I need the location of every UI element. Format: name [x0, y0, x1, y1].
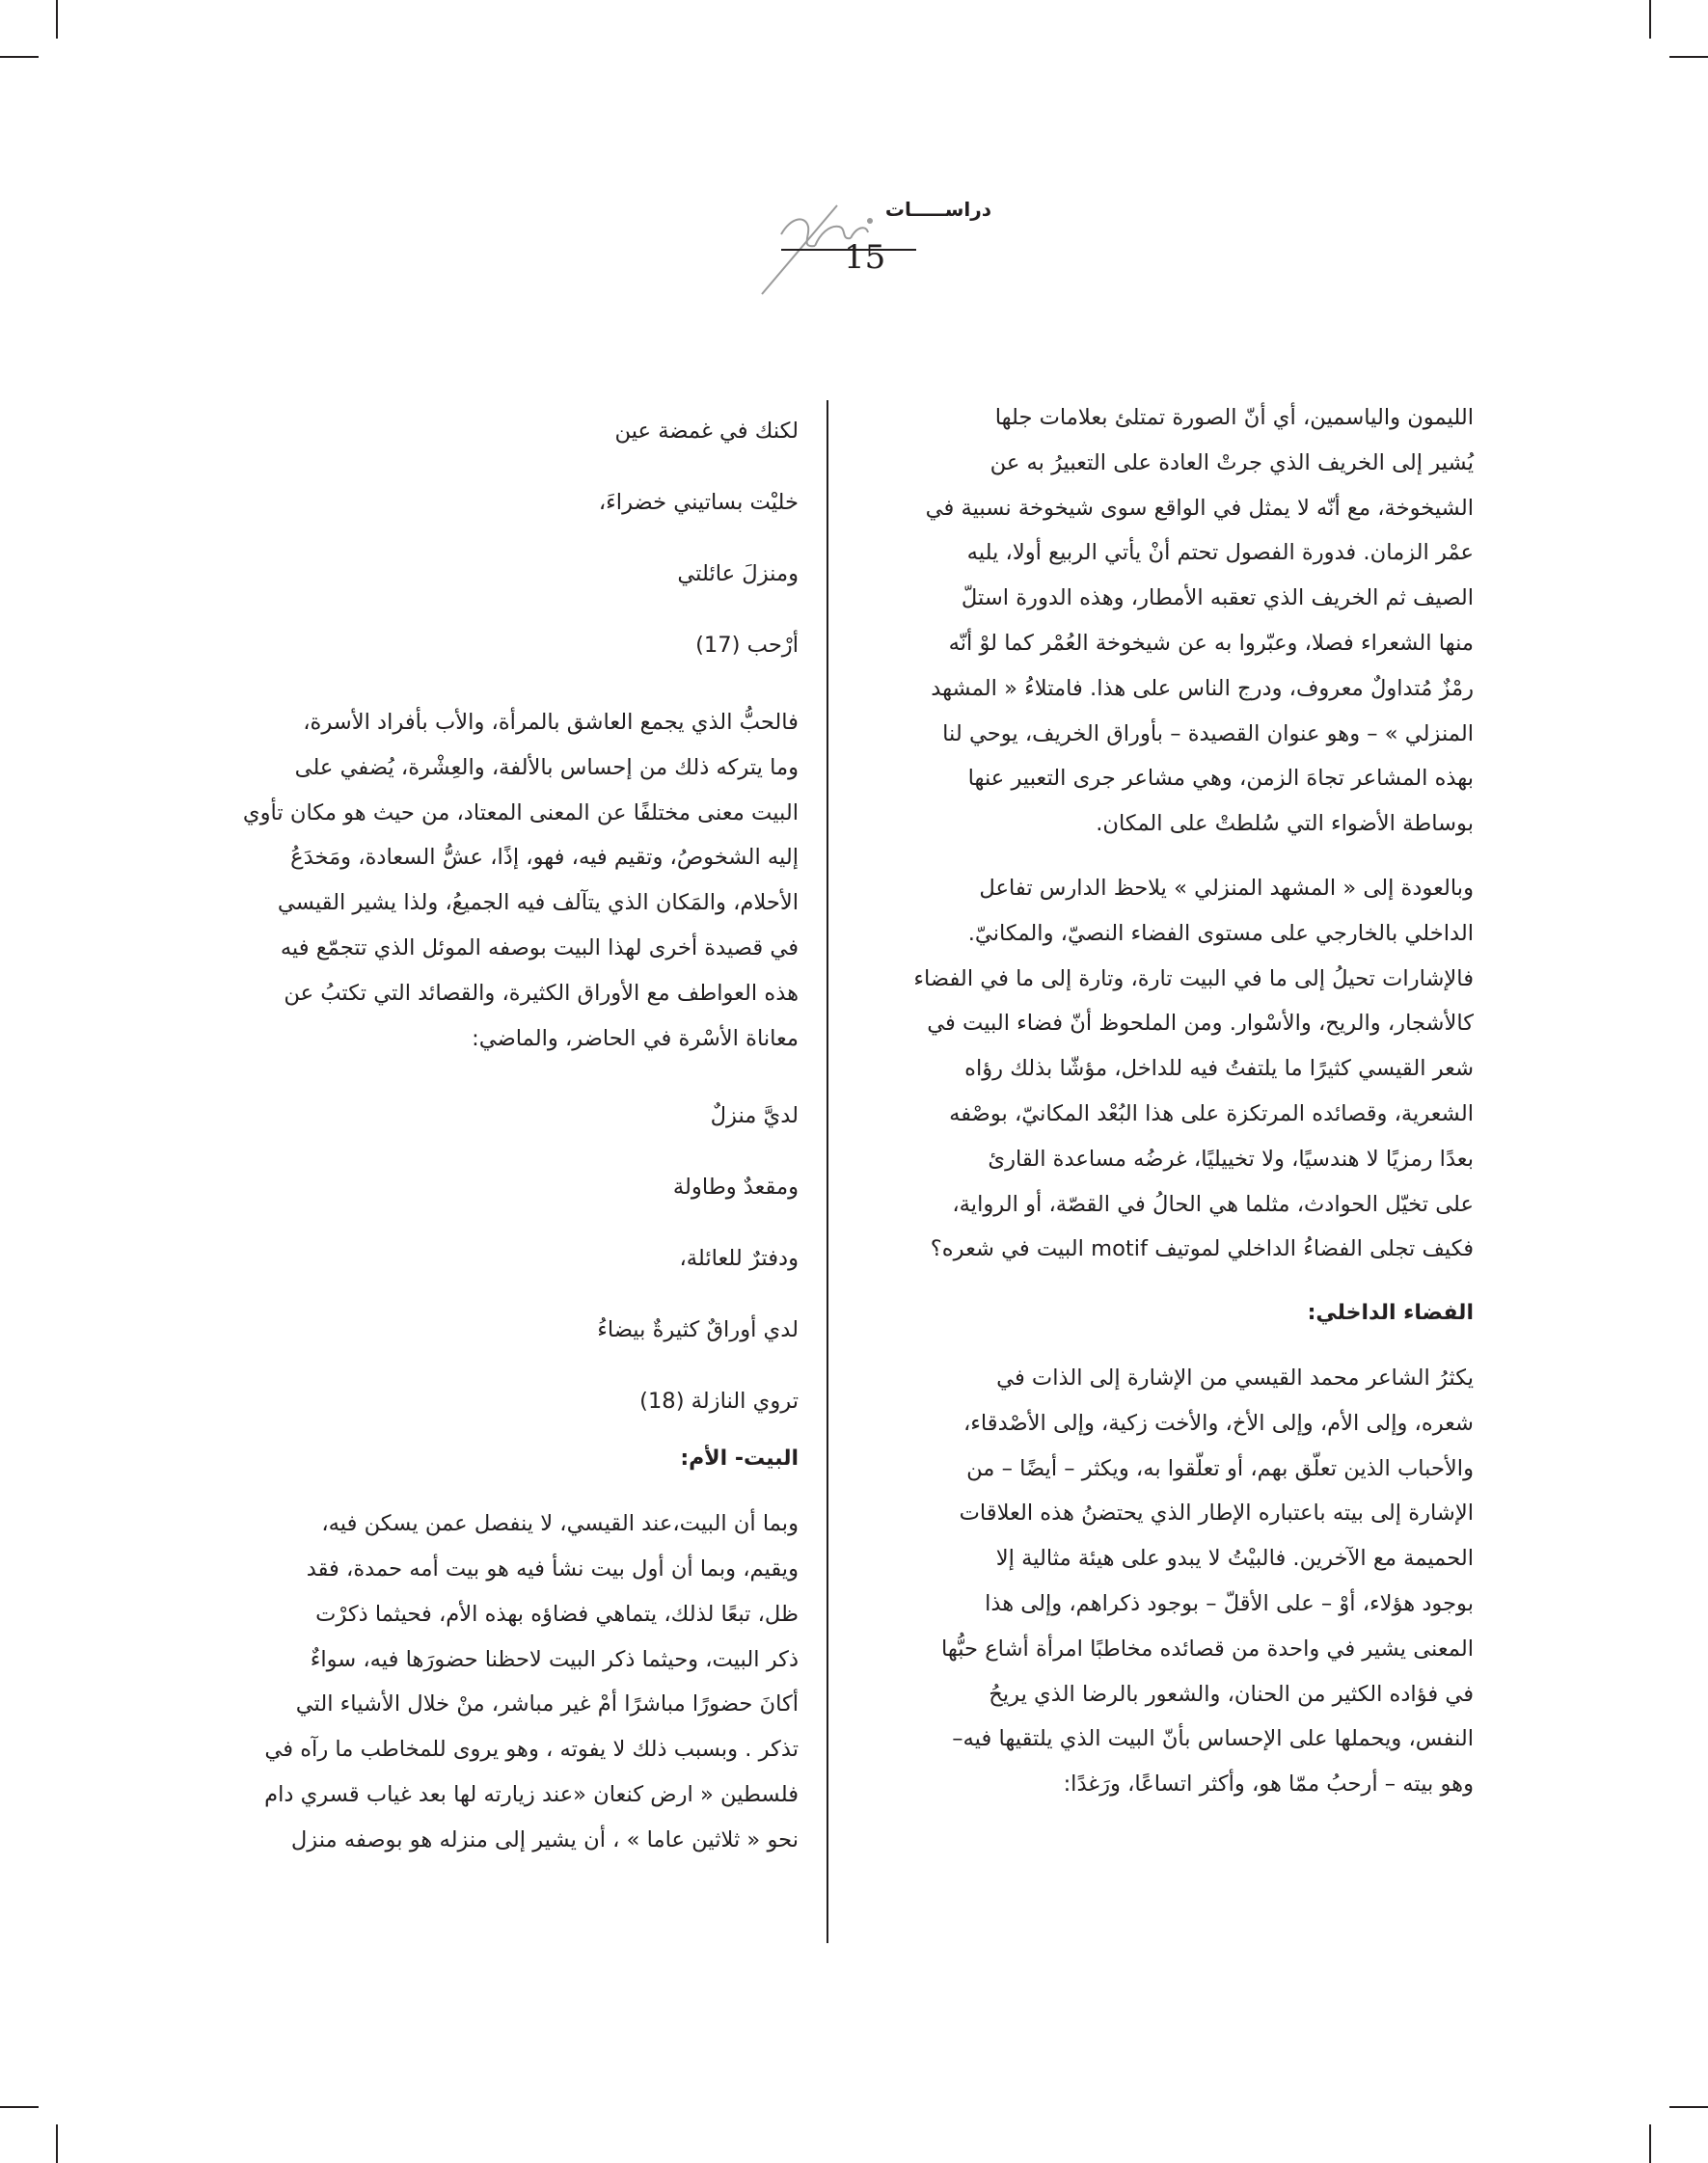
- left-paragraph-2: [231, 1501, 799, 1862]
- text-line: على تخيّل الحوادث، مثلما هي الحالُ في القصّة، أو الرواية،: [952, 1191, 1474, 1217]
- text-line: فلسطين « ارض كنعان «عند زيارته لها بعد غياب قسري دام: [264, 1781, 799, 1807]
- spacer: [231, 1061, 799, 1080]
- text-line: الداخلي بالخارجي على مستوى الفضاء النصيّ، والمكانيّ.: [967, 920, 1474, 946]
- spacer: [231, 1482, 799, 1501]
- text-line: عمْر الزمان. فدورة الفصول تحتم أنْ يأتي الربيع أولا، يليه: [966, 540, 1474, 566]
- text-line: والأحباب الذين تعلّق بهم، أو تعلّقوا به، ويكثر – أيضًا – من: [966, 1455, 1474, 1481]
- text-line: ويقيم، وبما أن أول بيت نشأ فيه هو بيت أمه حمدة، فقد: [306, 1555, 799, 1582]
- text-line: بوجود هؤلاء، أوْ – على الأقلّ – بوجود ذكراهم، وإلى هذا: [985, 1590, 1474, 1616]
- text-line: وبما أن البيت،عند القيسي، لا ينفصل عمن يسكن فيه،: [321, 1511, 799, 1537]
- text-line: البيت معنى مختلفًا عن المعنى المعتاد، من حيث هو مكان تأوي: [242, 799, 799, 825]
- page-number: 15: [844, 238, 886, 277]
- column-divider: [827, 400, 828, 1943]
- section-label: دراســـــات: [884, 198, 991, 221]
- section-heading: الفضاء الداخلي:: [1307, 1301, 1474, 1326]
- verse-line: لديَّ منزلٌ: [710, 1103, 799, 1129]
- poem-excerpt-2: [231, 1080, 799, 1437]
- text-line: هذه العواطف مع الأوراق الكثيرة، والقصائد التي تكتبُ عن: [284, 980, 799, 1006]
- text-line: وهو بيته – أرحبُ ممّا هو، وأكثر اتساعًا، ورَغدًا:: [1063, 1771, 1474, 1798]
- text-line: ذكر البيت، وحيثما ذكر البيت لاحظنا حضورَها فيه، سواءٌ: [310, 1646, 799, 1672]
- spacer: [858, 847, 1474, 866]
- text-line: فكيف تجلى الفضاءُ الداخلي لموتيف motif البيت في شعره؟: [930, 1236, 1474, 1262]
- left-paragraph-1: [231, 700, 799, 1061]
- verse-line: ودفترٌ للعائلة،: [679, 1246, 799, 1272]
- text-line: الإشارة إلى بيته باعتباره الإطار الذي يحتضنُ هذه العلاقات: [959, 1501, 1474, 1527]
- text-line: الحميمة مع الآخرين. فالبيْتُ لا يبدو على هيئة مثالية إلا: [995, 1546, 1474, 1572]
- page-header: [723, 198, 1003, 294]
- text-line: وبالعودة إلى « المشهد المنزلي » يلاحظ الدارس تفاعل: [979, 875, 1474, 901]
- crop-mark-bottom-left-h: [0, 2106, 39, 2108]
- text-line: كالأشجار، والريح، والأسْوار. ومن الملحوظ أنّ فضاء البيت في: [927, 1011, 1474, 1037]
- verse-line: لكنك في غمضة عين: [614, 419, 799, 444]
- right-column: [858, 395, 1474, 1807]
- left-column: [231, 395, 799, 1863]
- crop-mark-bottom-left-v: [56, 2124, 58, 2163]
- text-line: فالحبُّ الذي يجمع العاشق بالمرأة، والأب بأفراد الأسرة،: [303, 710, 799, 735]
- text-line: يُشير إلى الخريف الذي جرتْ العادة على التعبيرُ به عن: [990, 449, 1474, 475]
- text-line: وما يتركه ذلك من إحساس بالألفة، والعِشْرة، يُضفي على: [294, 754, 799, 780]
- verse-line: ومقعدٌ وطاولة: [672, 1175, 799, 1201]
- crop-mark-top-left-v: [56, 0, 58, 39]
- text-line: الصيف ثم الخريف الذي تعقبه الأمطار، وهذه الدورة استلّ: [961, 585, 1474, 611]
- verse-line: ومنزلَ عائلتي: [677, 561, 799, 586]
- text-line: المنزلي » – وهو عنوان القصيدة – بأوراق الخريف، يوحي لنا: [942, 720, 1474, 746]
- verse-line: خليْت بساتيني خضراءَ،: [598, 490, 799, 515]
- right-paragraph-1: [858, 395, 1474, 847]
- text-line: منها الشعراء فصلا، وعبّروا به عن شيخوخة العُمْر كما لوْ أنّه: [948, 630, 1474, 656]
- text-line: بعدًا رمزيًا لا هندسيًا، ولا تخييليًا، غرضُه مساعدة القارئ: [988, 1146, 1474, 1172]
- text-line: شعره، وإلى الأم، وإلى الأخ، والأخت زكية، وإلى الأصْدقاء،: [962, 1410, 1474, 1436]
- text-line: شعر القيسي كثيرًا ما يلتفتُ فيه للداخل، مؤشّا بذلك رؤاه: [964, 1056, 1474, 1082]
- text-line: رمْزٌ مُتداولٌ معروف، ودرج الناس على هذا. فامتلاءُ « المشهد: [931, 675, 1474, 701]
- verse-line: أرْحب (17): [695, 633, 799, 658]
- text-line: ظل، تبعًا لذلك، يتماهي فضاؤه بهذه الأم، فحيثما ذكرْت: [315, 1601, 799, 1627]
- verse-line: تروي النازلة (18): [639, 1389, 799, 1415]
- crop-mark-top-left-h: [0, 56, 39, 58]
- text-line: الشيخوخة، مع أنّه لا يمثل في الواقع سوى شيخوخة نسبية في: [925, 495, 1474, 521]
- spacer: [858, 1337, 1474, 1356]
- verse-line: لدي أوراقٌ كثيرةٌ بيضاءُ: [597, 1317, 799, 1343]
- text-line: المعنى يشير في واحدة من قصائده مخاطبًا امرأة أشاع حبُّها: [940, 1636, 1474, 1662]
- text-line: في قصيدة أخرى لهذا البيت بوصفه الموئل الذي تتجمّع فيه: [280, 934, 799, 960]
- text-line: فالإشارات تحيلُ إلى ما في البيت تارة، وتارة إلى ما في الفضاء: [913, 965, 1474, 991]
- text-line: إليه الشخوصُ، وتقيم فيه، فهو، إذًا، عشُّ السعادة، ومَخدَعُ: [290, 845, 799, 871]
- text-line: الشعرية، وقصائده المرتكزة على هذا البُعْد المكانيّ، بوصْفه: [949, 1100, 1474, 1126]
- text-line: في فؤاده الكثير من الحنان، والشعور بالرضا الذي يريحُ: [989, 1681, 1474, 1707]
- text-line: النفس، ويحملها على الإحساس بأنّ البيت الذي يلتقيها فيه–: [952, 1726, 1474, 1752]
- section-heading: البيت- الأم:: [680, 1447, 799, 1472]
- text-line: الأحلام، والمَكان الذي يتآلف فيه الجميعُ، ولذا يشير القيسي: [277, 890, 799, 916]
- text-line: تذكر . وبسبب ذلك لا يفوته ، وهو يروى للمخاطب ما رآه في: [264, 1737, 799, 1763]
- right-paragraph-2: [858, 866, 1474, 1272]
- crop-mark-top-right-h: [1669, 56, 1708, 58]
- text-line: أكانَ حضورًا مباشرًا أمْ غير مباشر، منْ خلال الأشياء التي: [295, 1691, 799, 1717]
- text-line: نحو « ثلاثين عاما » ، أن يشير إلى منزله هو بوصفه منزل: [290, 1826, 799, 1852]
- right-paragraph-3: [858, 1356, 1474, 1807]
- text-line: معاناة الأسْرة في الحاضر، والماضي:: [472, 1025, 799, 1051]
- text-line: الليمون والياسمين، أي أنّ الصورة تمتلئ بعلامات جلها: [994, 405, 1474, 430]
- text-line: يكثرُ الشاعر محمد القيسي من الإشارة إلى الذات في: [996, 1365, 1474, 1391]
- crop-mark-top-right-v: [1649, 0, 1651, 39]
- spacer: [231, 681, 799, 700]
- crop-mark-bottom-right-h: [1669, 2106, 1708, 2108]
- crop-mark-bottom-right-v: [1649, 2124, 1651, 2163]
- text-line: بوساطة الأضواء التي سُلطتْ على المكان.: [1096, 811, 1474, 837]
- spacer: [858, 1272, 1474, 1291]
- poem-excerpt-1: [231, 395, 799, 681]
- text-line: بهذه المشاعر تجاهَ الزمن، وهي مشاعر جرى التعبير عنها: [967, 766, 1474, 792]
